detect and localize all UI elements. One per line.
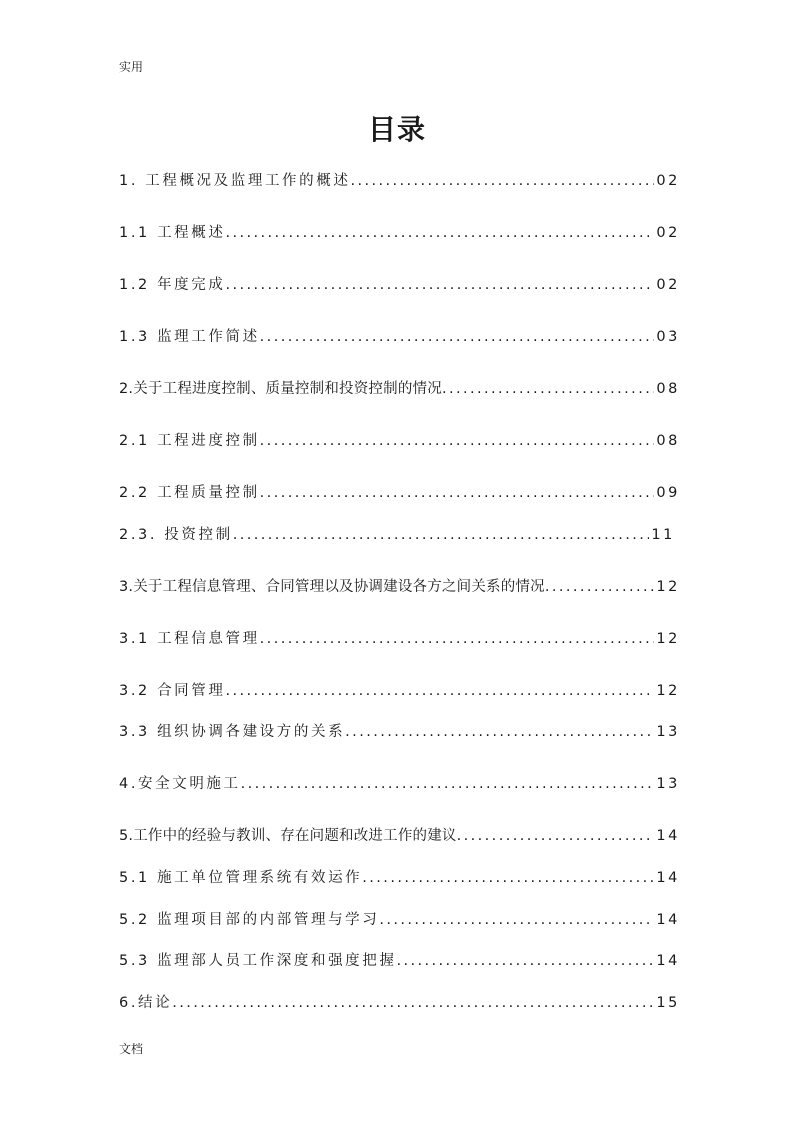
toc-leader-dots: [362, 867, 654, 889]
toc-entry-label: 2.1 工程进度控制: [119, 433, 260, 449]
toc-entry[interactable]: [119, 825, 680, 847]
toc-leader-dots: [260, 326, 655, 348]
toc-entry-label: 1.3 监理工作简述: [119, 329, 260, 345]
toc-entry[interactable]: [119, 378, 680, 400]
toc-leader-dots: [545, 576, 655, 598]
toc-leader-dots: [260, 430, 655, 452]
toc-entry[interactable]: [119, 326, 680, 348]
toc-entry-page: 03: [656, 329, 680, 345]
page-header: 实用: [119, 60, 144, 74]
toc-leader-dots: [442, 378, 654, 400]
toc-entry[interactable]: [119, 950, 680, 972]
toc-entry-label: 4.安全文明施工: [119, 776, 241, 792]
toc-entry[interactable]: [119, 909, 680, 931]
toc-entry-page: 14: [656, 870, 680, 886]
toc-leader-dots: [172, 992, 654, 1014]
toc-entry[interactable]: [119, 721, 680, 743]
toc-leader-dots: [225, 274, 654, 296]
toc-entry[interactable]: [119, 867, 680, 889]
toc-entry-page: 14: [656, 912, 680, 928]
toc-entry-label: 3.2 合同管理: [119, 683, 226, 699]
toc-entry-label: 6.结论: [119, 995, 173, 1011]
toc-leader-dots: [457, 825, 655, 847]
toc-entry-page: 02: [656, 225, 680, 241]
toc-entry-page: 13: [656, 776, 680, 792]
toc-entry-label: 3.1 工程信息管理: [119, 631, 260, 647]
toc-entry-label: 5.3 监理部人员工作深度和强度把握: [119, 953, 397, 969]
toc-entry[interactable]: [119, 992, 680, 1014]
toc-entry-page: 12: [656, 579, 680, 595]
toc-entry-page: 15: [656, 995, 680, 1011]
toc-entry-label: 2.关于工程进度控制、质量控制和投资控制的情况: [119, 381, 442, 397]
toc-leader-dots: [233, 524, 650, 546]
toc-entry[interactable]: [119, 524, 675, 546]
toc-leader-dots: [225, 222, 654, 244]
toc-entry-label: 1.1 工程概述: [119, 225, 226, 241]
toc-entry-page: 11: [651, 527, 675, 543]
toc-entry[interactable]: [119, 170, 680, 192]
toc-entry-label: 3.关于工程信息管理、合同管理以及协调建设各方之间关系的情况: [119, 579, 545, 595]
toc-entry[interactable]: [119, 576, 680, 598]
toc-entry-page: 02: [656, 173, 680, 189]
toc-leader-dots: [260, 628, 655, 650]
toc-entry-label: 5.1 施工单位管理系统有效运作: [119, 870, 363, 886]
toc-entry-label: 5.工作中的经验与教训、存在问题和改进工作的建议: [119, 828, 457, 844]
toc-entry-page: 14: [656, 953, 680, 969]
toc-entry[interactable]: [119, 274, 680, 296]
toc-entry[interactable]: [119, 680, 680, 702]
toc-entry[interactable]: [119, 773, 680, 795]
toc-leader-dots: [350, 170, 654, 192]
toc-entry-page: 08: [656, 381, 680, 397]
toc-entry[interactable]: [119, 222, 680, 244]
toc-entry[interactable]: [119, 430, 680, 452]
toc-leader-dots: [225, 680, 654, 702]
toc-entry-page: 09: [656, 485, 680, 501]
toc-entry-label: 1. 工程概况及监理工作的概述: [119, 173, 351, 189]
page-title: 目录: [367, 113, 426, 146]
toc-leader-dots: [345, 721, 654, 743]
toc-entry-page: 13: [656, 724, 680, 740]
toc-entry-label: 1.2 年度完成: [119, 277, 226, 293]
toc-entry-page: 08: [656, 433, 680, 449]
toc-entry-label: 2.2 工程质量控制: [119, 485, 260, 501]
toc-entry-label: 3.3 组织协调各建设方的关系: [119, 724, 346, 740]
toc-leader-dots: [241, 773, 655, 795]
toc-entry-page: 02: [656, 277, 680, 293]
toc-entry-page: 12: [656, 631, 680, 647]
toc-leader-dots: [396, 950, 654, 972]
toc-leader-dots: [379, 909, 654, 931]
toc-entry[interactable]: [119, 482, 680, 504]
toc-entry-page: 14: [656, 828, 680, 844]
toc-entry[interactable]: [119, 628, 680, 650]
toc-entry-page: 12: [656, 683, 680, 699]
toc-entry-label: 5.2 监理项目部的内部管理与学习: [119, 912, 380, 928]
page-footer: 文档: [119, 1042, 144, 1056]
toc-leader-dots: [260, 482, 655, 504]
toc-entry-label: 2.3. 投资控制: [119, 527, 233, 543]
